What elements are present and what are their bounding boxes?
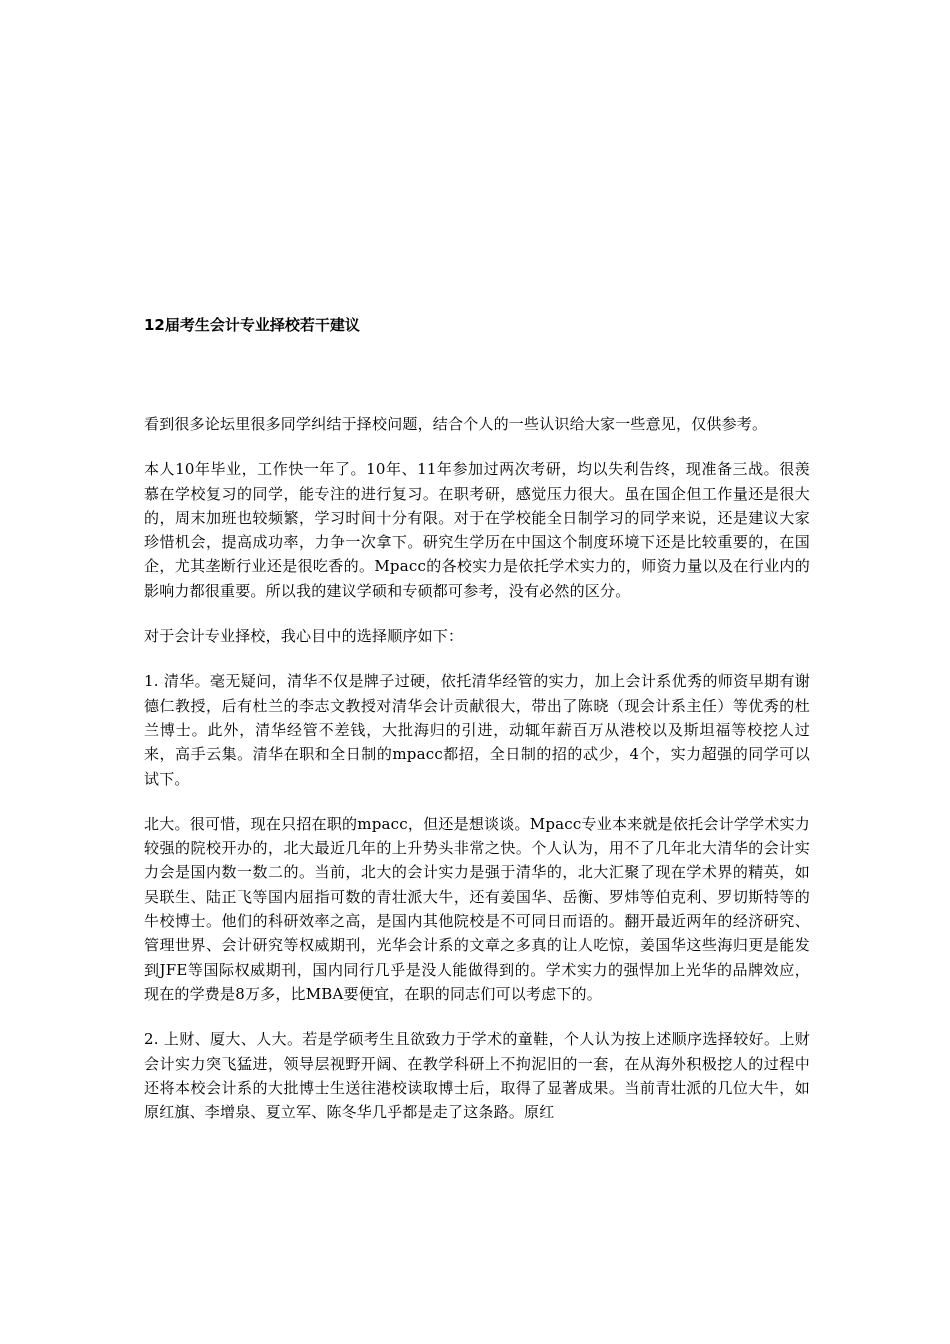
paragraph-pku: 北大。很可惜，现在只招在职的mpacc，但还是想谈谈。Mpacc专业本来就是依托会计学学术实力较强的院校开办的，北大最近几年的上升势头非常之快。个人认为，用不了几年北大清华的会计实力会是国内数一数二的。当前，北大的会计实力是强于清华的，北大汇聚了现在学术界的精英，如吴联生、陆正飞等国内屈指可数的青壮派大牛，还有姜国华、岳衡、罗炜等伯克利、罗切斯特等的牛校博士。他们的科研效率之高，是国内其他院校是不可同日而语的。翻开最近两年的经济研究、管理世界、会计研究等权威期刊，光华会计系的文章之多真的让人吃惊，姜国华这些海归更是能发到JFE等国际权威期刊，国内同行几乎是没人能做得到的。学术实力的强悍加上光华的品牌效应，现在的学费是8万多，比MBA要便宜，在职的同志们可以考虑下的。 [144,814,810,1003]
paragraph-sufe-xmu-ruc: 2. 上财、厦大、人大。若是学硕考生且欲致力于学术的童鞋，个人认为按上述顺序选择较好。上财会计实力突飞猛进，领导层视野开阔、在教学科研上不拘泥旧的一套，在从海外积极挖人的过程中还将本校会计系的大批博士生送往港校读取博士后，取得了显著成果。当前青壮派的几位大牛，如原红旗、李增泉、夏立军、陈冬华几乎都是走了这条路。原红 [144,1030,810,1122]
document-content [144,313,810,1145]
document-body [144,412,810,1124]
paragraph-ranking-intro: 对于会计专业择校，我心目中的选择顺序如下： [144,627,464,646]
paragraph-tsinghua: 1. 清华。毫无疑问，清华不仅是牌子过硬，依托清华经管的实力，加上会计系优秀的师资早期有谢德仁教授，后有杜兰的李志文教授对清华会计贡献很大，带出了陈晓（现会计系主任）等优秀的杜兰博士。此外，清华经管不差钱，大批海归的引进，动辄年薪百万从港校以及斯坦福等校挖人过来，高手云集。清华在职和全日制的mpacc都招，全日制的招的忒少，4个，实力超强的同学可以试下。 [144,672,810,788]
paragraph-background: 本人10年毕业，工作快一年了。10年、11年参加过两次考研，均以失利告终，现准备三战。很羡慕在学校复习的同学，能专注的进行复习。在职考研，感觉压力很大。虽在国企但工作量还是很大的，周末加班也较频繁，学习时间十分有限。对于在学校能全日制学习的同学来说，还是建议大家珍惜机会，提高成功率，力争一次拿下。研究生学历在中国这个制度环境下还是比较重要的，在国企，尤其垄断行业还是很吃香的。Mpacc的各校实力是依托学术实力的，师资力量以及在行业内的影响力都很重要。所以我的建议学硕和专硕都可参考，没有必然的区分。 [144,460,810,600]
paragraph-intro: 看到很多论坛里很多同学纠结于择校问题，结合个人的一些认识给大家一些意见，仅供参考。 [144,415,768,433]
document-title: 12届考生会计专业择校若干建议 [144,316,360,334]
